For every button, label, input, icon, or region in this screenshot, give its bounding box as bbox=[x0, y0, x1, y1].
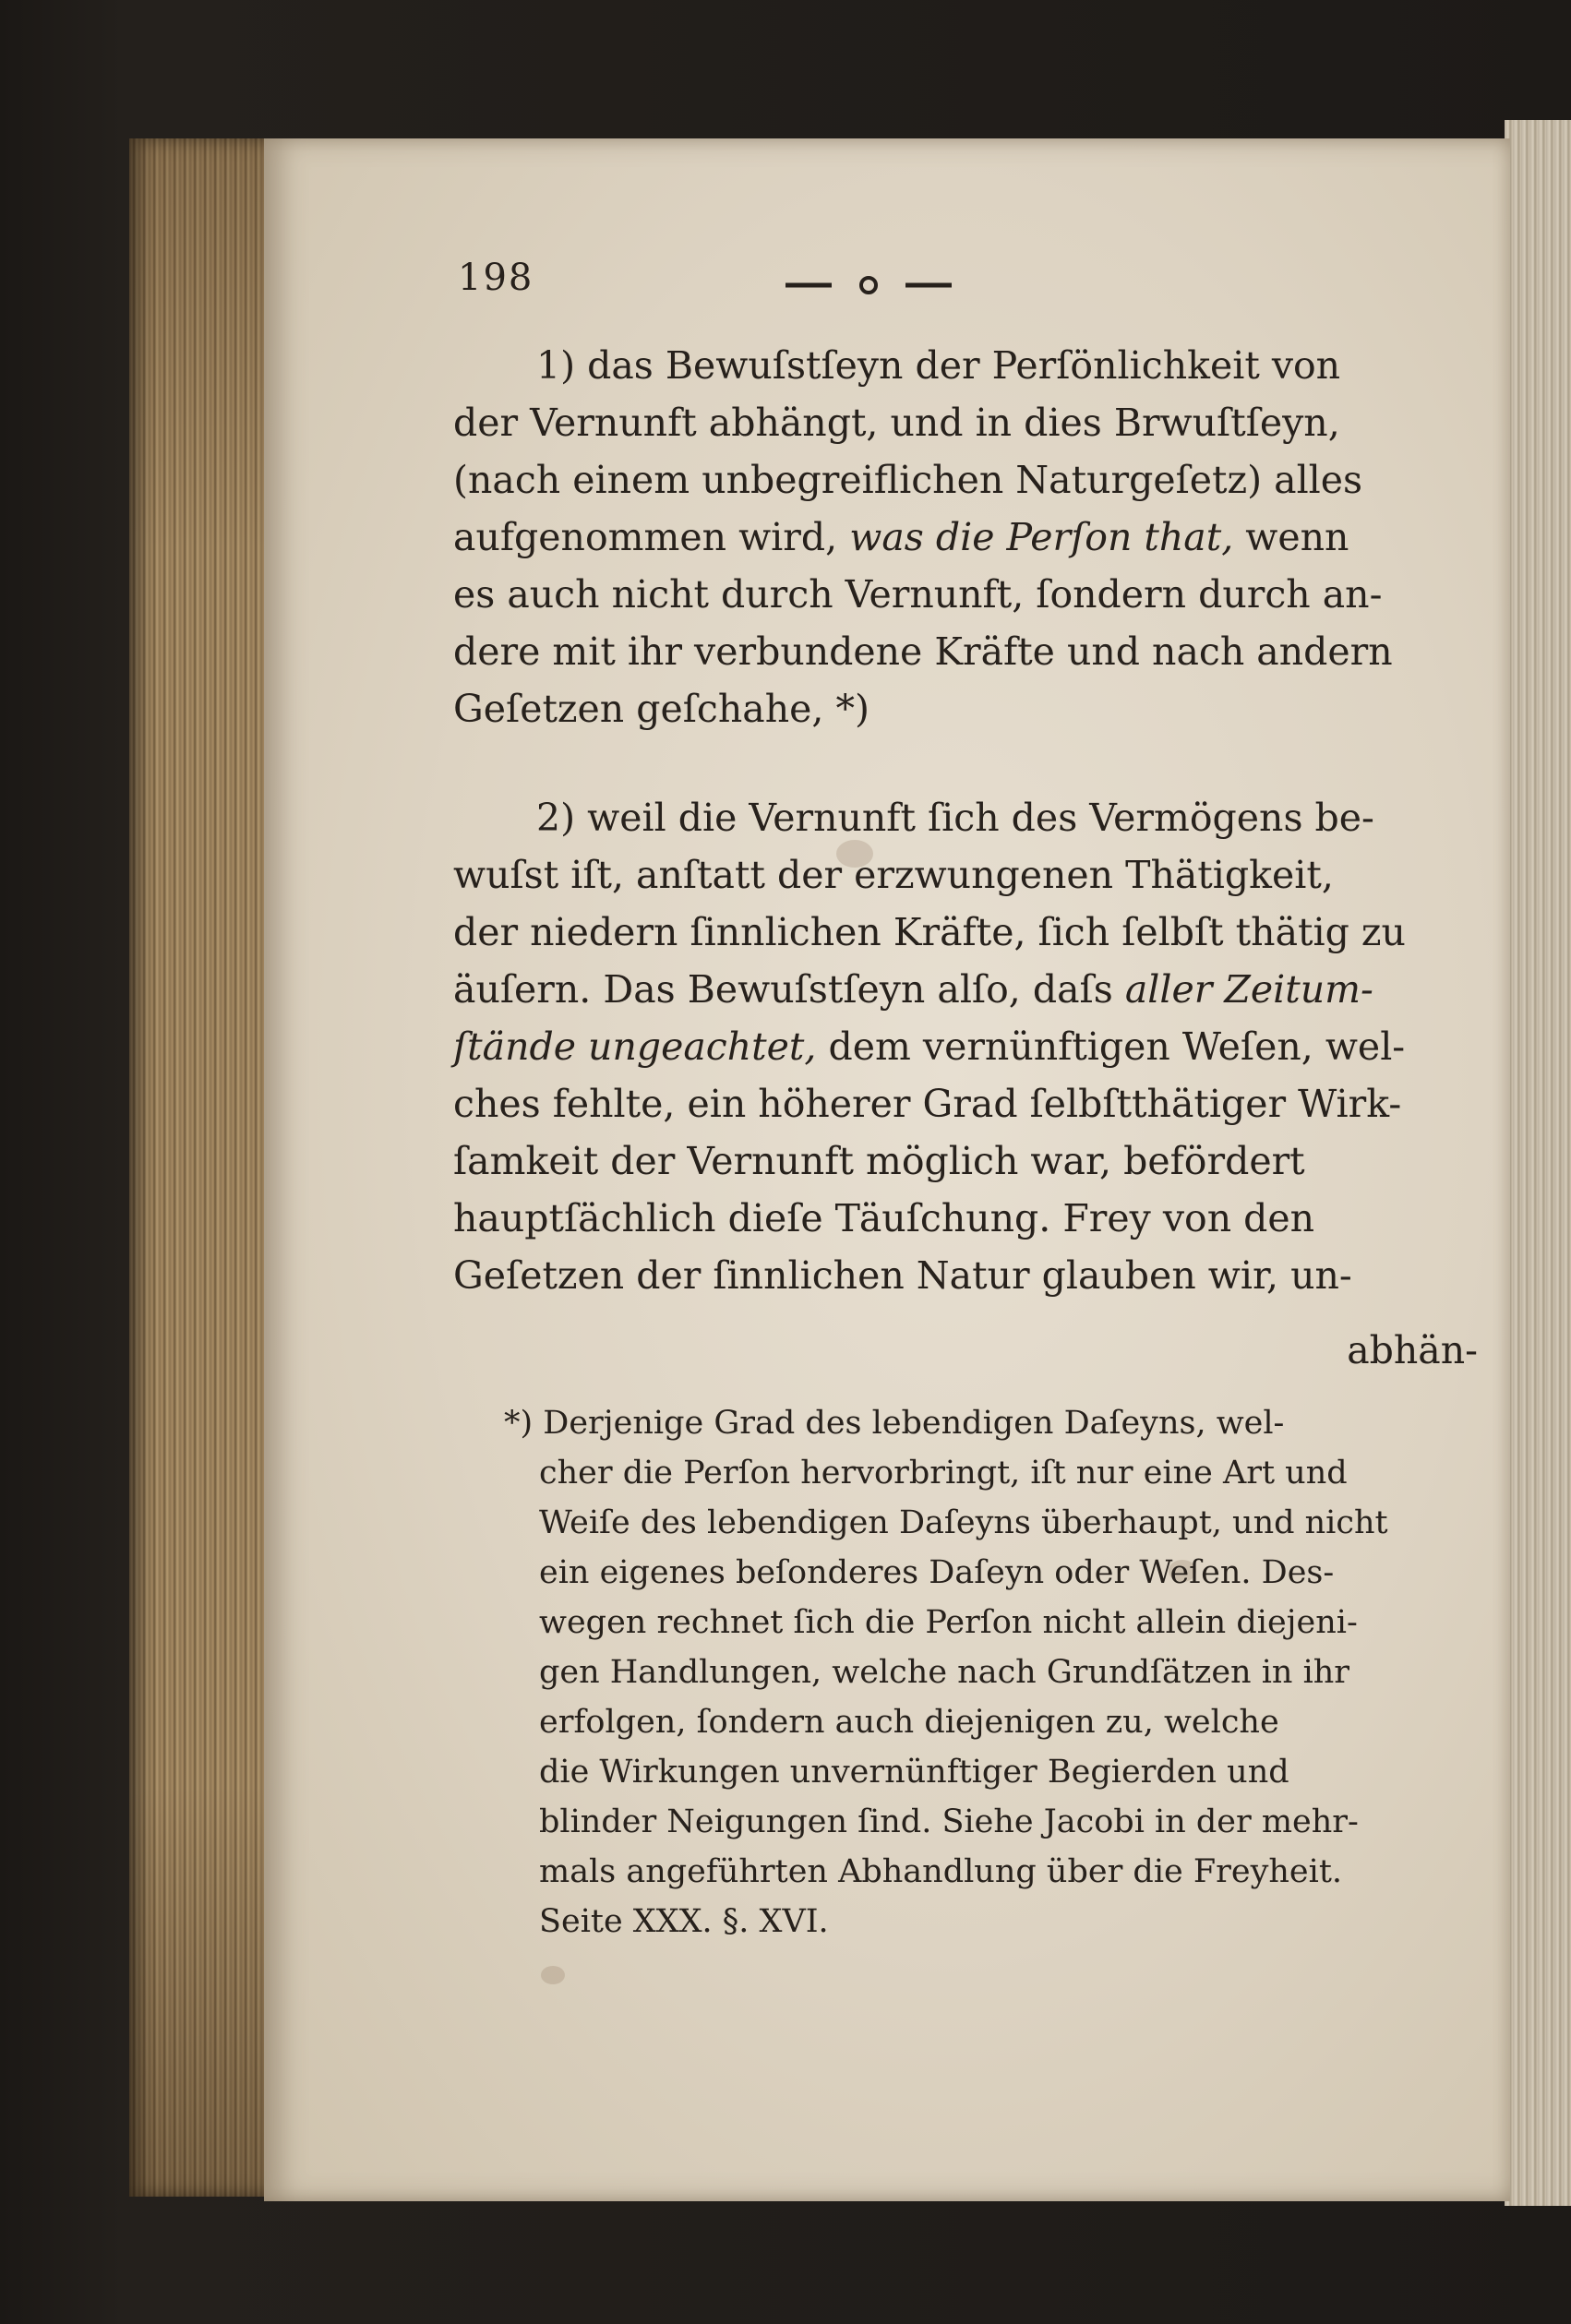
text-line: der Vernunft abhängt, und in dies Brwuſtſeyn, bbox=[453, 401, 1340, 445]
text-line-mixed bbox=[453, 1018, 1478, 1075]
catchword-container bbox=[453, 1322, 1478, 1379]
footnote-line: die Wirkungen unvernünftiger Begierden und bbox=[539, 1754, 1289, 1791]
book-page-edges-right bbox=[1505, 120, 1571, 2206]
paragraph-1 bbox=[453, 337, 1478, 737]
text-line: hauptſächlich dieſe Täuſchung. Frey von den bbox=[453, 1196, 1315, 1240]
footnote-line: blinder Neigungen ſind. Siehe Jacobi in der mehr- bbox=[539, 1803, 1359, 1840]
footnote-line: ein eigenes beſonderes Daſeyn oder Weſen. Des- bbox=[539, 1554, 1335, 1591]
paper-stain bbox=[541, 1966, 565, 1984]
footnote-line: erfolgen, ſondern auch diejenigen zu, welche bbox=[539, 1704, 1279, 1741]
footnote-line: wegen rechnet ſich die Perſon nicht allein diejeni- bbox=[539, 1604, 1358, 1641]
book-page bbox=[264, 138, 1510, 2201]
text-line: Geſetzen geſchahe, *) bbox=[453, 687, 869, 731]
footnote-line: Weiſe des lebendigen Daſeyns überhaupt, und nicht bbox=[539, 1504, 1388, 1541]
text-line: Geſetzen der ſinnlichen Natur glauben wir, un- bbox=[453, 1253, 1352, 1298]
text-line: es auch nicht durch Vernunft, ſondern durch an- bbox=[453, 572, 1383, 617]
emphasis-text: aller Zeitum- bbox=[1124, 967, 1373, 1012]
book-page-edges-left bbox=[129, 138, 268, 2197]
text-line: 1) das Bewuſstſeyn der Perſönlichkeit von bbox=[536, 343, 1341, 388]
text-line-mixed bbox=[453, 961, 1478, 1018]
catchword: abhän- bbox=[1347, 1328, 1478, 1372]
text-segment: dem vernünftigen Weſen, wel- bbox=[828, 1024, 1406, 1069]
text-line: ſamkeit der Vernunft möglich war, befördert bbox=[453, 1139, 1305, 1183]
footnote-line: cher die Perſon hervorbringt, iſt nur eine Art und bbox=[539, 1455, 1348, 1491]
text-line-mixed bbox=[453, 509, 1478, 566]
text-segment: aufgenommen wird, bbox=[453, 515, 838, 559]
text-line: wuſst iſt, anſtatt der erzwungenen Thätigkeit, bbox=[453, 853, 1334, 897]
paragraph-2 bbox=[453, 789, 1478, 1304]
emphasis-text: ſtände ungeachtet, bbox=[453, 1024, 817, 1069]
text-segment: äuſern. Das Bewuſstſeyn alſo, daſs bbox=[453, 967, 1113, 1012]
footnote-line: mals angeführten Abhandlung über die Freyheit. bbox=[539, 1853, 1343, 1890]
footnote-line: Seite XXX. §. XVI. bbox=[539, 1903, 829, 1940]
text-line: dere mit ihr verbundene Kräfte und nach andern bbox=[453, 629, 1393, 674]
text-line: (nach einem unbegreiflichen Naturgeſetz) alles bbox=[453, 458, 1363, 502]
text-line: 2) weil die Vernunft ſich des Vermögens be- bbox=[536, 796, 1374, 840]
page-number: 198 bbox=[458, 257, 534, 299]
emphasis-text: was die Perſon that, bbox=[849, 515, 1234, 559]
footnote-line: gen Handlungen, welche nach Grundſätzen in ihr bbox=[539, 1654, 1350, 1691]
text-line: der niedern ſinnlichen Kräfte, ſich ſelbſt thätig zu bbox=[453, 910, 1406, 954]
footnote bbox=[504, 1398, 1478, 1947]
header-ornament-icon bbox=[767, 271, 970, 299]
footnote-line: *) Derjenige Grad des lebendigen Daſeyns, wel- bbox=[504, 1405, 1285, 1442]
page-header bbox=[458, 257, 1289, 312]
text-segment: wenn bbox=[1245, 515, 1349, 559]
text-line: ches fehlte, ein höherer Grad ſelbſtthätiger Wirk- bbox=[453, 1082, 1402, 1126]
